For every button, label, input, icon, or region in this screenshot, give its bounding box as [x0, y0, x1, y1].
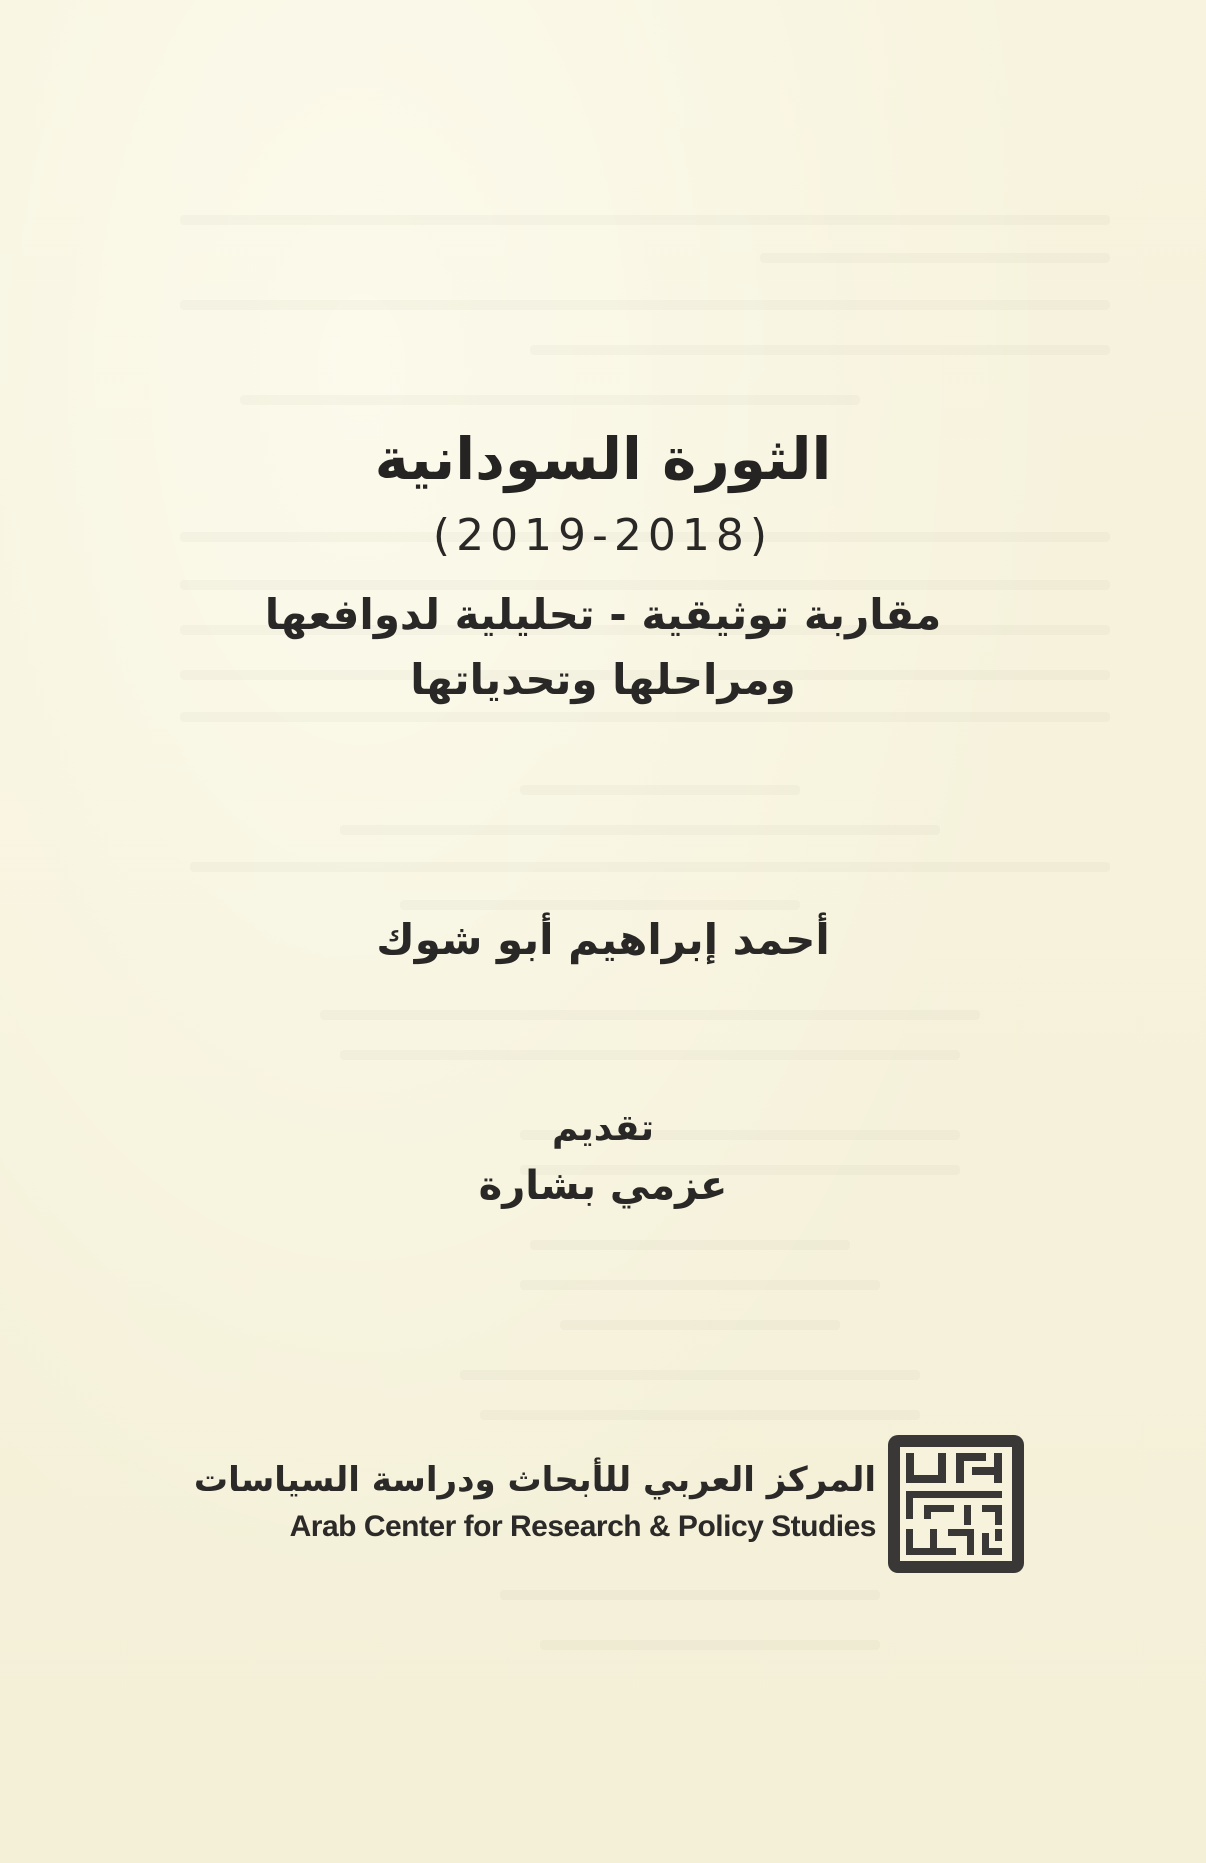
bleed-through-line — [340, 1050, 960, 1060]
book-years: (2019-2018) — [432, 510, 774, 561]
publisher-name-arabic: المركز العربي للأبحاث ودراسة السياسات — [193, 1460, 876, 1500]
foreword-author: عزمي بشارة — [478, 1163, 728, 1209]
bleed-through-line — [520, 785, 800, 795]
bleed-through-line — [530, 1240, 850, 1250]
bleed-through-line — [530, 345, 1110, 355]
bleed-through-line — [340, 825, 940, 835]
bleed-through-line — [180, 215, 1110, 225]
publisher-name-english: Arab Center for Research & Policy Studies — [289, 1510, 876, 1543]
bleed-through-line — [180, 580, 1110, 590]
bleed-through-line — [480, 1410, 920, 1420]
book-subtitle-line1: مقاربة توثيقية - تحليلية لدوافعها — [264, 590, 942, 639]
bleed-through-line — [540, 1640, 880, 1650]
foreword-label: تقديم — [552, 1108, 654, 1149]
bleed-through-line — [320, 1010, 980, 1020]
bleed-through-line — [180, 712, 1110, 722]
bleed-through-line — [190, 862, 1110, 872]
bleed-through-line — [180, 300, 1110, 310]
book-title: الثورة السودانية — [374, 425, 832, 493]
publisher-block — [193, 1460, 876, 1544]
author-name: أحمد إبراهيم أبو شوك — [376, 915, 830, 964]
bleed-through-line — [240, 395, 860, 405]
bleed-through-line — [560, 1320, 840, 1330]
bleed-through-line — [460, 1370, 920, 1380]
bleed-through-line — [500, 1590, 880, 1600]
bleed-through-line — [760, 253, 1110, 263]
arab-center-kufic-logo-icon — [886, 1433, 1026, 1575]
book-subtitle-line2: ومراحلها وتحدياتها — [410, 655, 796, 704]
bleed-through-line — [400, 900, 800, 910]
bleed-through-line — [520, 1280, 880, 1290]
